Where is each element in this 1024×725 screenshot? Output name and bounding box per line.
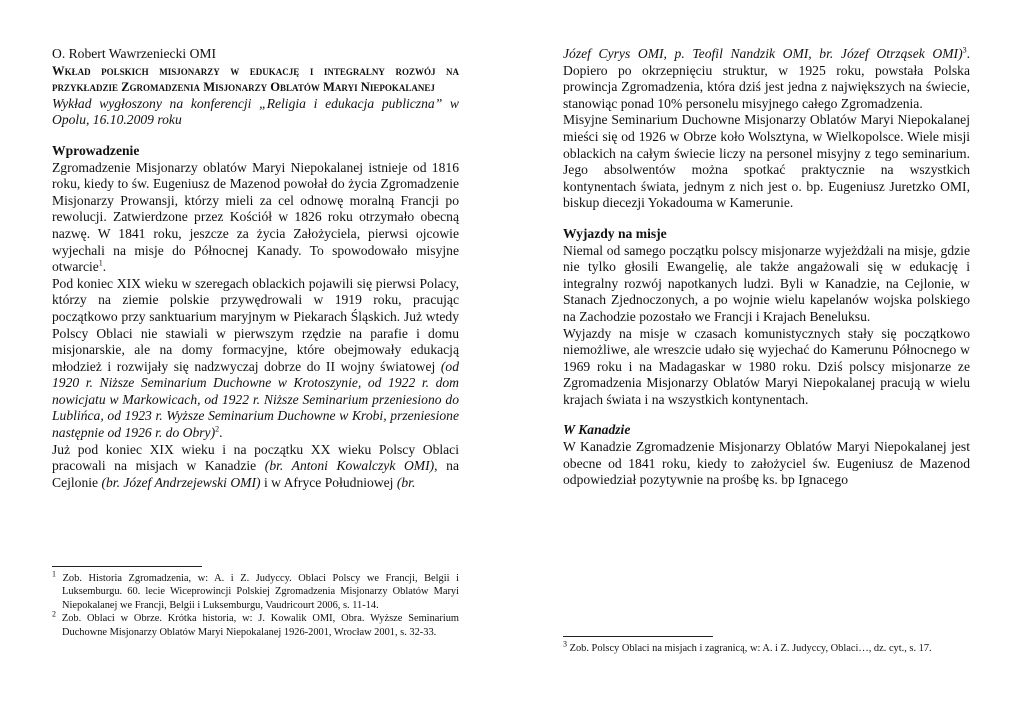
missions-heading: Wyjazdy na misje bbox=[563, 225, 667, 241]
footnote-3: $^3$ Zob. Polscy Oblaci na misjach i zagranicą, w: A. i Z. Judyccy, Oblaci…, dz. cyt., s. 17. bbox=[563, 639, 932, 654]
intro-paragraph-1: Zgromadzenie Misjonarzy oblatów Maryi Niepokalanej istnieje od 1816 roku, kiedy to św. Eugeniusz de Mazenod powołał do życia Zgromadzenie Misjonarzy Prowansji, którzy mieli za cel odnowę moralną Francji po rewolucji. Zatwierdzone przez Kościół w 1826 roku otrzymało obecną nazwę. W 1841 roku, jeszcze za życia Założyciela, pierwsi ojcowie wyjechali na misje do Północnej Kanady. To spowodowało misyjne otwarcie$^1$. bbox=[52, 159, 459, 275]
footnote-ref-1[interactable]: 1 bbox=[98, 258, 103, 268]
footnote-2: $^2$ Zob. Oblaci w Obrze. Krótka historia, w: J. Kowalik OMI, Obra. Wyższe Seminarium Duchowne Misjonarzy Oblatów Maryi Niepokalanej 1926-2001, Wrocław 2001, s. 32-33. bbox=[52, 609, 459, 638]
canada-paragraph: W Kanadzie Zgromadzenie Misjonarzy Oblatów Maryi Niepokalanej jest obecne od 1841 roku, kiedy to założyciel św. Eugeniusz de Mazenod odpowiedział pozytywnie na prośbę ks. bp Ignacego bbox=[563, 439, 970, 488]
intro-paragraph-2: Pod koniec XIX wieku w szeregach oblackich pojawili się pierwsi Polacy, którzy na ziemie polskie przywędrowali w 1919 roku, pracując początkowo przy sanktuarium maryjnym w Piekarach Śląskich. Już wtedy Polscy Oblaci nie stawiali w pierwszym rzędzie na parafie i domu misjonarskie, ale na domy formacyjne, które obejmowały edukacją młodzież i rozwijały się nadzwyczaj dobrze do II wojny światowej (od 1920 r. Niższe Seminarium Duchowne w Krotoszynie, od 1922 r. dom nowicjatu w Markowicach, od 1922 r. Niższe Seminarium przeniesiono do Lublińca, od 1923 r. Wyższe Seminarium Duchowne w Krobi, przeniesione następnie od 1926 r. do Obry)$^2$. bbox=[52, 275, 459, 441]
right-footnotes bbox=[563, 639, 970, 655]
article-subtitle: Wykład wygłoszony na konferencji „Religia i edukacja publiczna” w Opolu, 16.10.2009 roku bbox=[52, 95, 459, 128]
footnote-ref-3[interactable]: 3 bbox=[962, 45, 967, 55]
missions-paragraph-1: Niemal od samego początku polscy misjonarze wyjeżdżali na misje, gdzie nie tylko głosili Ewangelię, ale także angażowali się w edukację i integralny rozwój napotkanych ludzi. Byli w Kanadzie, na Cejlonie, w Stanach Zjednoczonych, a po wojnie wielu kapelanów wojska polskiego na Zachodzie pozostało we Francji i Krajach Beneluksu. bbox=[563, 242, 970, 324]
intro-heading: Wprowadzenie bbox=[52, 142, 140, 158]
canada-heading: W Kanadzie bbox=[563, 422, 631, 438]
missions-paragraph-2: Wyjazdy na misje w czasach komunistycznych stały się początkowo niemożliwe, ale wreszcie udało się wyjechać do Kamerunu Północnego w 1969 roku i na Madagaskar w 1980 roku. Dziś polscy misjonarze ze Zgromadzenia Misjonarzy Oblatów Maryi Niepokalanej pracują w wielu krajach świata i na wszystkich kontynentach. bbox=[563, 325, 970, 407]
continuation-paragraph: Józef Cyrys OMI, p. Teofil Nandzik OMI, br. Józef Otrząsek OMI)$^3$. Dopiero po okrzepnięciu struktur, w 1925 roku, powstała Polska prowincja Zgromadzenia, która dziś jest jedna z największych na świecie, stanowiąc ponad 10% personelu misyjnego całego Zgromadzenia. bbox=[563, 45, 970, 111]
footnote-1: $^1$ Zob. Historia Zgromadzenia, w: A. i Z. Judyccy. Oblaci Polscy we Francji, Belgii i Luksemburgu. 60. lecie Wiceprowincji Polskiej Zgromadzenia Misjonarzy Oblatów Maryi Niepokalanej we Francji, Belgii i Luksemburgu, Vaudricourt 2006, s. 11-14. bbox=[52, 569, 459, 611]
left-footnotes bbox=[52, 569, 459, 639]
author-line: O. Robert Wawrzeniecki OMI bbox=[52, 46, 216, 61]
footnote-separator-right bbox=[563, 636, 713, 637]
seminary-paragraph: Misyjne Seminarium Duchowne Misjonarzy Oblatów Maryi Niepokalanej mieści się od 1926 w Obrze koło Wolsztyna, w Wielkopolsce. Wiele misji oblackich na całym świecie liczy na personel misyjny z tego seminarium. Jego absolwentów można spotkać praktycznie na wszystkich kontynentach świata, jednym z nich jest o. bp. Eugeniusz Juretzko OMI, biskup diecezji Yokadouma w Kamerunie. bbox=[563, 112, 970, 211]
footnote-separator-left bbox=[52, 566, 202, 567]
right-page-body bbox=[563, 46, 970, 489]
intro-paragraph-3: Już pod koniec XIX wieku i na początku XX wieku Polscy Oblaci pracowali na misjach w Kanadzie (br. Antoni Kowalczyk OMI), na Cejlonie (br. Józef Andrzejewski OMI) i w Afryce Południowej (br. bbox=[52, 441, 459, 490]
left-page-body bbox=[52, 46, 459, 491]
article-title: Wkład polskich misjonarzy w edukację i integralny rozwój na przykładzie Zgromadzenia Misjonarzy Oblatów Maryi Niepokalanej bbox=[52, 63, 459, 95]
footnote-ref-2[interactable]: 2 bbox=[215, 424, 220, 434]
